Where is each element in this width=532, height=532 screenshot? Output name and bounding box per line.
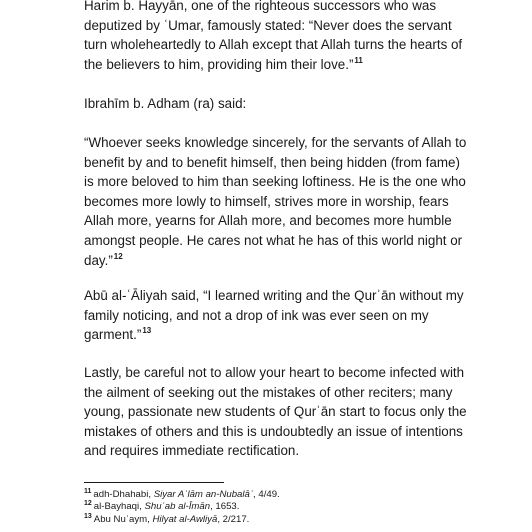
footnote-title: Siyar Aʿlām an-Nubalāʾ — [153, 489, 254, 500]
footnote-author: adh-Dhahabi, — [93, 489, 154, 500]
ibrahim-quote-paragraph — [84, 133, 472, 270]
footnotes-section — [84, 482, 474, 526]
footnote-ref-13[interactable]: 13 — [142, 326, 152, 336]
harim-paragraph — [84, 0, 472, 74]
ibrahim-quote-text: “Whoever seeks knowledge sincerely, for the servants of Allah to benefit by and to benefit himself, then being hidden (from fame) is more beloved to him than seeking loftiness. He is the one who becomes more lowly to himself, strives more in worship, fears Allah more, yearns for Allah more, and becomes more humble amongst people. He cares not what he has of this world night or day.” — [84, 135, 467, 268]
footnote-ref: , 2/217. — [217, 513, 250, 525]
lastly-paragraph — [84, 363, 472, 461]
ibrahim-intro-text: Ibrahīm b. Adham (ra) said: — [84, 96, 247, 111]
lastly-text: Lastly, be careful not to allow your heart to become infected with the ailment of seeking out the mistakes of other reciters; many young, passionate new students of Qurʾān start to focus only the mistakes of others and this is undoubtedly an issue of intentions and requires immediate rectification. — [84, 365, 467, 459]
footnote-number: 12 — [84, 500, 92, 508]
footnote-13 — [84, 514, 474, 526]
footnote-number: 11 — [84, 488, 92, 495]
footnote-ref-12[interactable]: 12 — [113, 251, 123, 261]
ibrahim-intro — [84, 94, 472, 114]
footnote-separator — [84, 482, 224, 483]
footnote-number: 13 — [84, 512, 92, 520]
footnote-ref: , 1653. — [210, 501, 240, 513]
footnote-12 — [84, 501, 474, 513]
footnote-11 — [84, 489, 474, 501]
abu-aliyah-text: Abū al-ʿĀliyah said, “I learned writing and the Qurʾān without my family noticing, and not a drop of ink was ever seen on my garment.” — [84, 288, 464, 343]
abu-aliyah-paragraph — [84, 286, 472, 345]
harim-text: Harim b. Hayyān, one of the righteous successors who was deputized by ʿUmar, famously stated: “Never does the servant turn wholeheartedly to Allah except that Allah turns the hearts of the believers to him, providing him their love.” — [84, 0, 463, 72]
footnote-author: Abu Nuʿaym, — [93, 513, 153, 525]
footnote-author: al-Bayhaqi, — [93, 501, 145, 513]
footnote-ref-11[interactable]: 11 — [354, 55, 363, 65]
footnote-ref: , 4/49. — [253, 489, 280, 500]
footnote-title: Hilyat al-Awliyā — [152, 513, 218, 525]
footnote-title: Shuʿab al-Īmān — [144, 501, 211, 513]
